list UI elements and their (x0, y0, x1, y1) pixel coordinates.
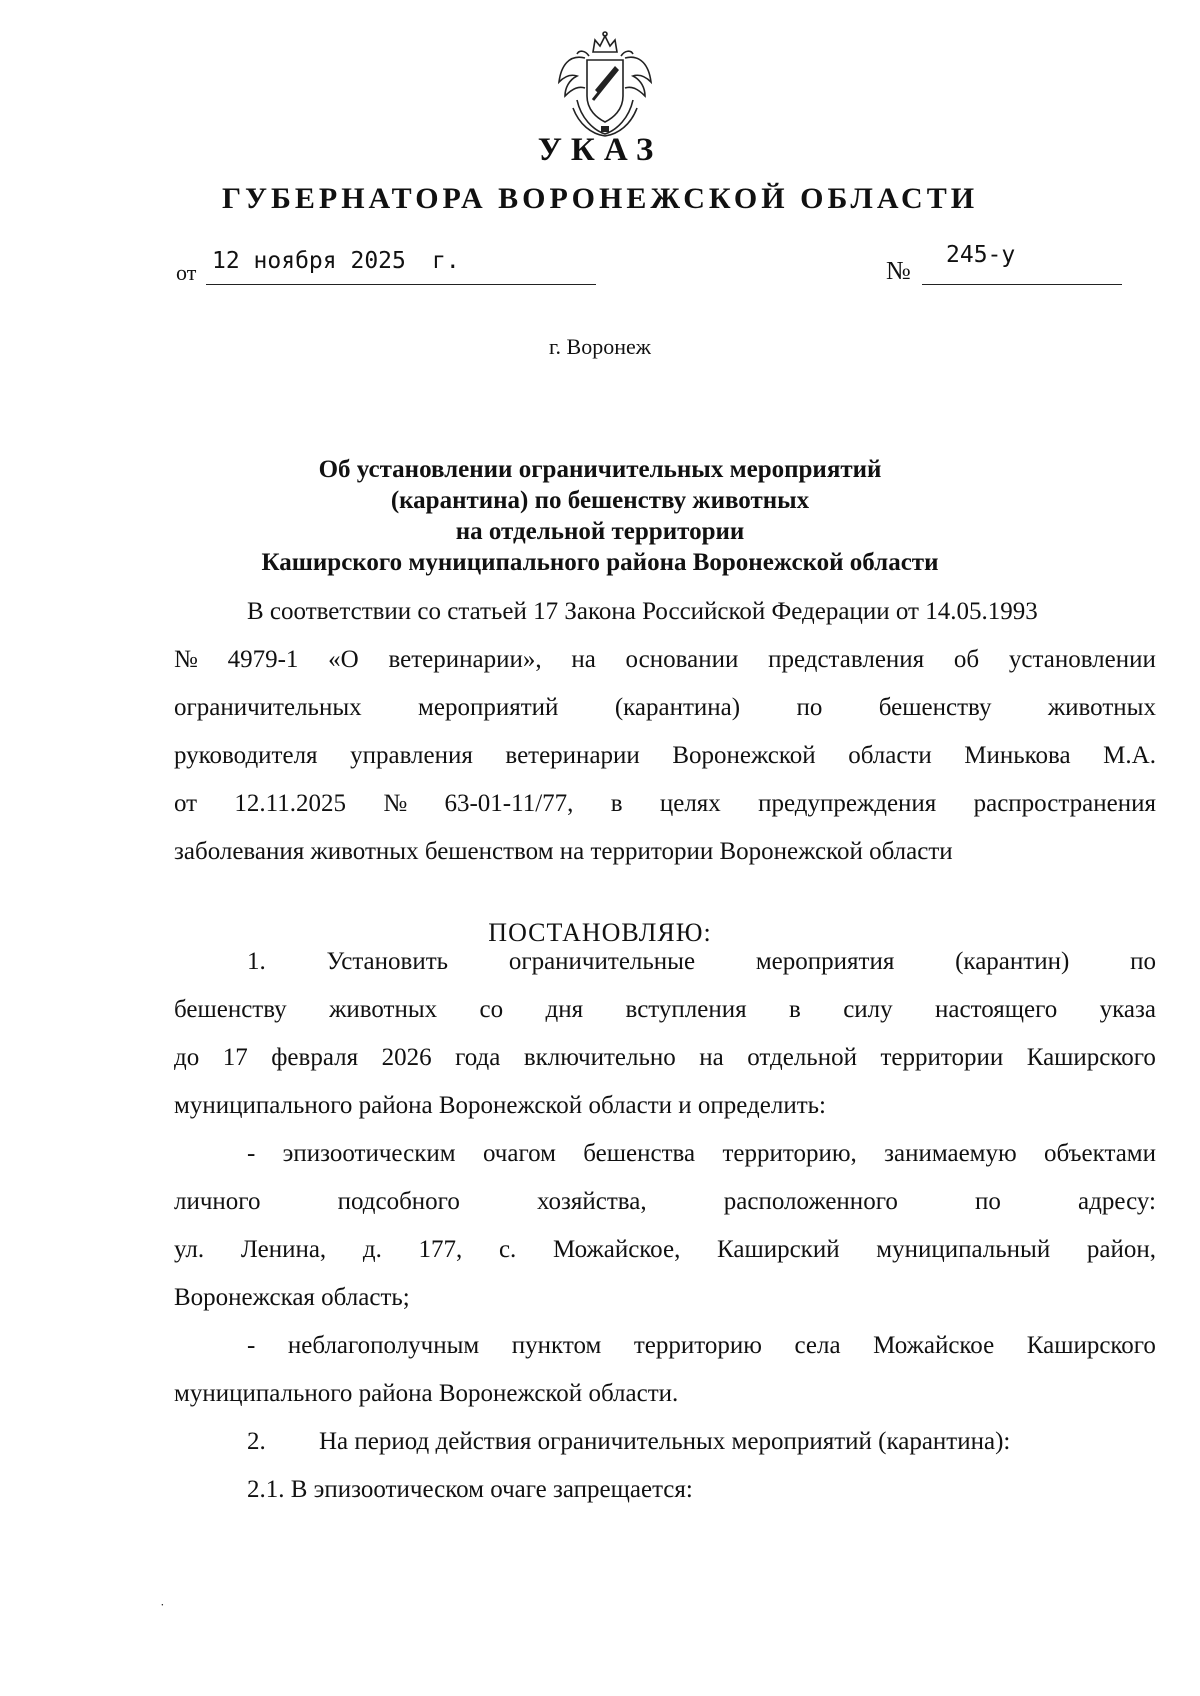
preamble-line: В соответствии со статьей 17 Закона Российской Федерации от 14.05.1993 (247, 598, 1038, 625)
preamble-line (174, 636, 1156, 684)
word: адресу: (1078, 1188, 1156, 1215)
item-line (174, 1178, 1156, 1226)
word: территорию, (722, 1140, 857, 1167)
word: ограничительных (174, 694, 362, 721)
word: целях (659, 790, 721, 817)
word: на (699, 1044, 724, 1071)
word: - (247, 1332, 256, 1359)
word: указа (1099, 996, 1156, 1023)
date-number-row (176, 240, 1126, 290)
word: со (479, 996, 504, 1023)
item-line (174, 1034, 1156, 1082)
preamble-line: заболевания животных бешенством на территории Воронежской области (174, 838, 953, 865)
city-name: г. Воронеж (549, 334, 651, 359)
word: ограничительные (508, 948, 696, 975)
word: по (1130, 948, 1156, 975)
word: Каширского (1026, 1044, 1156, 1071)
item-line (174, 1226, 1156, 1274)
item-1 (174, 938, 1156, 1514)
document-number: 245-у (946, 242, 1016, 268)
word: мероприятия (755, 948, 895, 975)
word: предупреждения (758, 790, 937, 817)
item-line (174, 938, 1156, 986)
word: Можайское, (552, 1236, 681, 1263)
preamble-line (174, 684, 1156, 732)
document-issuer: ГУБЕРНАТОРА ВОРОНЕЖСКОЙ ОБЛАСТИ (221, 182, 979, 215)
word: территории (880, 1044, 1004, 1071)
word: Ленина, (240, 1236, 327, 1263)
word: мероприятий (418, 694, 559, 721)
word: 177, (418, 1236, 463, 1263)
word: бешенству (174, 996, 287, 1023)
word: личного (174, 1188, 261, 1215)
word: дня (545, 996, 584, 1023)
item-2 (174, 1418, 1156, 1466)
item-line: муниципального района Воронежской области и определить: (174, 1092, 826, 1119)
word: № (174, 646, 198, 673)
word: бешенству (878, 694, 992, 721)
date-suffix: г. (432, 248, 460, 274)
item-line: муниципального района Воронежской области. (174, 1380, 679, 1407)
word: животных (1047, 694, 1156, 721)
word: расположенного (723, 1188, 898, 1215)
word: Установить (326, 948, 449, 975)
word: по (974, 1188, 1001, 1215)
word: управления (350, 742, 473, 769)
word: распространения (973, 790, 1156, 817)
word: силу (843, 996, 893, 1023)
word: от (174, 790, 198, 817)
item-line (174, 1130, 1156, 1178)
word: установлении (1008, 646, 1156, 673)
word: 17 (222, 1044, 248, 1071)
word: Каширский (717, 1236, 840, 1263)
word: Каширского (1026, 1332, 1156, 1359)
word: в (610, 790, 623, 817)
word: 12.11.2025 (234, 790, 346, 817)
word: М.А. (1103, 742, 1156, 769)
word: занимаемую (884, 1140, 1017, 1167)
word: очагом (482, 1140, 556, 1167)
scan-mark: ˙ (160, 1602, 165, 1617)
word: (карантина) (614, 694, 741, 721)
word: отдельной (747, 1044, 857, 1071)
word: 1. (247, 948, 266, 975)
title-line: Об установлении ограничительных мероприятий (318, 456, 882, 483)
word: неблагополучным (287, 1332, 480, 1359)
decree-word: ПОСТАНОВЛЯЮ: (488, 918, 712, 947)
word: вступления (625, 996, 747, 1023)
word: подсобного (337, 1188, 460, 1215)
word: территорию (633, 1332, 762, 1359)
word: бешенства (583, 1140, 696, 1167)
title-line: (карантина) по бешенству животных (390, 487, 810, 514)
document-date: 12 ноября 2025 (212, 248, 406, 274)
word: ветеринарии», (388, 646, 542, 673)
word: настоящего (935, 996, 1058, 1023)
word: 63-01-11/77, (444, 790, 574, 817)
word: хозяйства, (536, 1188, 647, 1215)
title-line: Каширского муниципального района Воронежской области (261, 549, 939, 576)
word: муниципальный (876, 1236, 1051, 1263)
word: (карантин) (955, 948, 1070, 975)
title-line: на отдельной территории (455, 518, 745, 545)
word: февраля (271, 1044, 359, 1071)
word: № (383, 790, 408, 817)
word: на (571, 646, 596, 673)
word: ветеринарии (505, 742, 640, 769)
word: пунктом (511, 1332, 602, 1359)
item-line (174, 986, 1156, 1034)
word: Воронежской (672, 742, 816, 769)
word: с. (498, 1236, 517, 1263)
document-type: УКАЗ (537, 132, 663, 168)
word: д. (362, 1236, 382, 1263)
word: район, (1086, 1236, 1156, 1263)
word: области (848, 742, 932, 769)
word: года (455, 1044, 501, 1071)
word: животных (329, 996, 438, 1023)
item-line: Воронежская область; (174, 1284, 410, 1311)
date-underline (206, 284, 596, 285)
word: Можайское (873, 1332, 995, 1359)
word: по (796, 694, 823, 721)
word: - (247, 1140, 256, 1167)
number-sign: № (886, 256, 911, 285)
item-line (174, 1322, 1156, 1370)
preamble-line (174, 732, 1156, 780)
word: «О (328, 646, 359, 673)
word: представления (768, 646, 925, 673)
word: до (174, 1044, 200, 1071)
word: ул. (174, 1236, 205, 1263)
word: 4979-1 (227, 646, 299, 673)
word: объектами (1044, 1140, 1156, 1167)
item-2-number: 2. (247, 1428, 266, 1455)
word: руководителя (174, 742, 318, 769)
word: в (788, 996, 801, 1023)
word: села (794, 1332, 841, 1359)
word: 2026 (381, 1044, 432, 1071)
document-title (0, 454, 1200, 578)
item-2-text: На период действия ограничительных мероприятий (карантина): (319, 1428, 1011, 1455)
word: основании (625, 646, 739, 673)
word: об (953, 646, 980, 673)
item-2-1: 2.1. В эпизоотическом очаге запрещается: (247, 1476, 693, 1503)
word: Минькова (964, 742, 1071, 769)
preamble-line (174, 780, 1156, 828)
date-prefix: от (176, 260, 197, 285)
number-underline (922, 284, 1122, 285)
word: включительно (523, 1044, 676, 1071)
coat-of-arms-icon (555, 30, 655, 140)
word: эпизоотическим (282, 1140, 456, 1167)
preamble (174, 588, 1156, 876)
